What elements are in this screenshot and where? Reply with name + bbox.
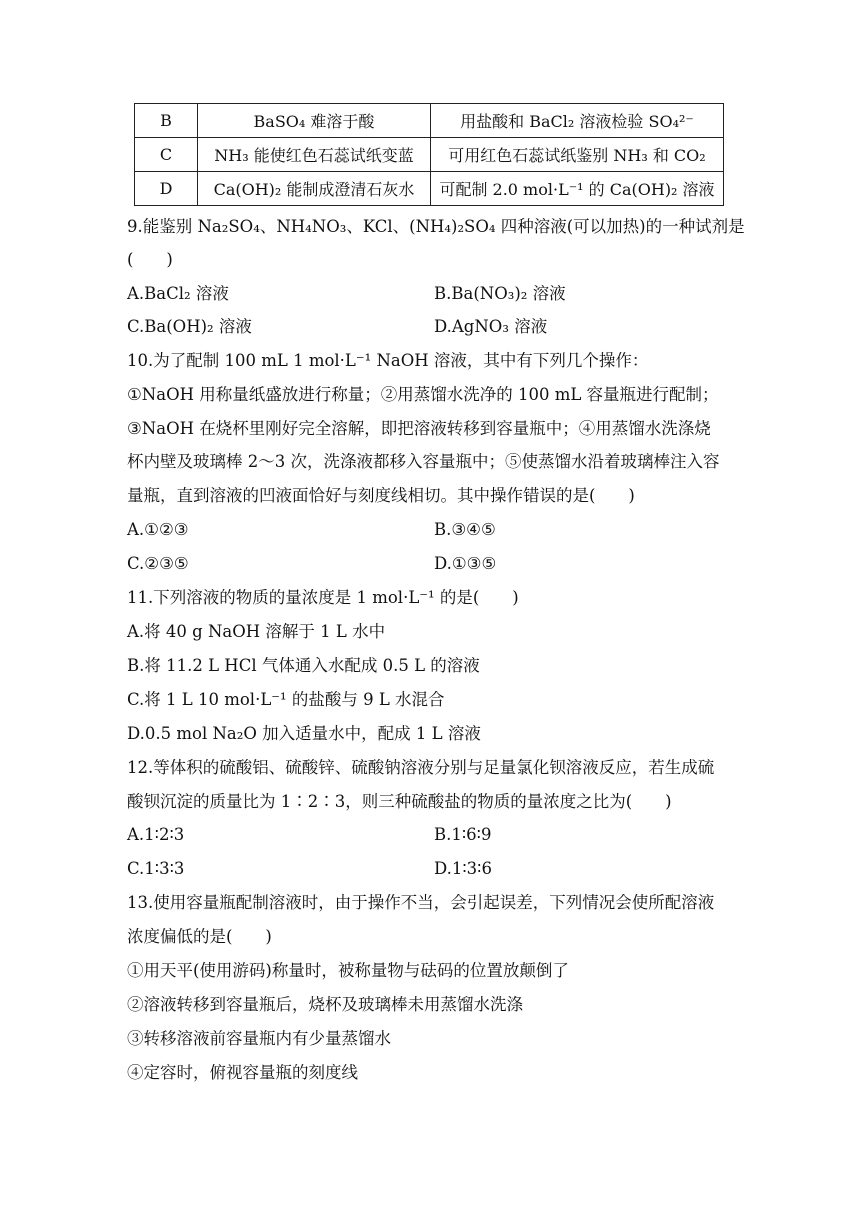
- q12-option-d: D.1∶3∶6: [434, 859, 492, 878]
- q9-option-c: C.Ba(OH)₂ 溶液: [127, 317, 252, 336]
- q10-stem-line: 量瓶，直到溶液的凹液面恰好与刻度线相切。其中操作错误的是( ): [127, 486, 635, 505]
- q12-option-c: C.1∶3∶3: [127, 859, 185, 878]
- table-row: [135, 104, 724, 138]
- q10-stem-line: ③NaOH 在烧杯里刚好完全溶解，即把溶液转移到容量瓶中；④用蒸馏水洗涤烧: [127, 419, 711, 438]
- q11-option-d: D.0.5 mol Na₂O 加入适量水中，配成 1 L 溶液: [127, 724, 481, 743]
- q10-option-b: B.③④⑤: [434, 520, 496, 539]
- q9-option-b: B.Ba(NO₃)₂ 溶液: [434, 284, 566, 303]
- q12-option-a: A.1∶2∶3: [127, 825, 185, 844]
- q10-stem: 10.为了配制 100 mL 1 mol·L⁻¹ NaOH 溶液，其中有下列几个操作：: [127, 351, 649, 370]
- q12-option-b: B.1∶6∶9: [434, 825, 492, 844]
- q11-option-a: A.将 40 g NaOH 溶解于 1 L 水中: [127, 622, 386, 641]
- row-label: B: [135, 104, 198, 138]
- q11-option-c: C.将 1 L 10 mol·L⁻¹ 的盐酸与 9 L 水混合: [127, 690, 445, 709]
- q10-stem-line: 杯内壁及玻璃棒 2～3 次，洗涤液都移入容量瓶中；⑤使蒸馏水沿着玻璃棒注入容: [127, 452, 720, 471]
- row-statement: Ca(OH)₂ 能制成澄清石灰水: [198, 172, 431, 206]
- q9-answer-blank: ( ): [127, 250, 173, 269]
- q12-stem-line: 酸钡沉淀的质量比为 1∶2∶3，则三种硫酸盐的物质的量浓度之比为( ): [127, 792, 672, 811]
- q11-option-b: B.将 11.2 L HCl 气体通入水配成 0.5 L 的溶液: [127, 656, 480, 675]
- table-row: [135, 138, 724, 172]
- row-statement: BaSO₄ 难溶于酸: [198, 104, 431, 138]
- q10-stem-line: ①NaOH 用称量纸盛放进行称量；②用蒸馏水洗净的 100 mL 容量瓶进行配制；: [127, 385, 719, 404]
- q9-option-a: A.BaCl₂ 溶液: [127, 284, 229, 303]
- q13-item-3: ③转移溶液前容量瓶内有少量蒸馏水: [127, 1029, 391, 1048]
- q10-option-c: C.②③⑤: [127, 554, 189, 573]
- q11-stem: 11.下列溶液的物质的量浓度是 1 mol·L⁻¹ 的是( ): [127, 588, 519, 607]
- row-application: 用盐酸和 BaCl₂ 溶液检验 SO₄²⁻: [431, 104, 724, 138]
- q12-stem: 12.等体积的硫酸铝、硫酸锌、硫酸钠溶液分别与足量氯化钡溶液反应，若生成硫: [127, 758, 715, 777]
- q10-option-a: A.①②③: [127, 520, 189, 539]
- row-application: 可用红色石蕊试纸鉴别 NH₃ 和 CO₂: [431, 138, 724, 172]
- row-statement: NH₃ 能使红色石蕊试纸变蓝: [198, 138, 431, 172]
- q13-stem: 13.使用容量瓶配制溶液时，由于操作不当，会引起误差，下列情况会使所配溶液: [127, 893, 715, 912]
- q9-stem: 9.能鉴别 Na₂SO₄、NH₄NO₃、KCl、(NH₄)₂SO₄ 四种溶液(可以加热)的一种试剂是: [127, 217, 745, 236]
- q13-item-2: ②溶液转移到容量瓶后，烧杯及玻璃棒未用蒸馏水洗涤: [127, 995, 523, 1014]
- options-table: [134, 103, 724, 206]
- q13-item-4: ④定容时，俯视容量瓶的刻度线: [127, 1063, 358, 1082]
- q10-option-d: D.①③⑤: [434, 554, 497, 573]
- table-row: [135, 172, 724, 206]
- q13-stem-line: 浓度偏低的是( ): [127, 927, 272, 946]
- q13-item-1: ①用天平(使用游码)称量时，被称量物与砝码的位置放颠倒了: [127, 961, 569, 980]
- row-label: C: [135, 138, 198, 172]
- row-application: 可配制 2.0 mol·L⁻¹ 的 Ca(OH)₂ 溶液: [431, 172, 724, 206]
- q9-option-d: D.AgNO₃ 溶液: [434, 317, 548, 336]
- row-label: D: [135, 172, 198, 206]
